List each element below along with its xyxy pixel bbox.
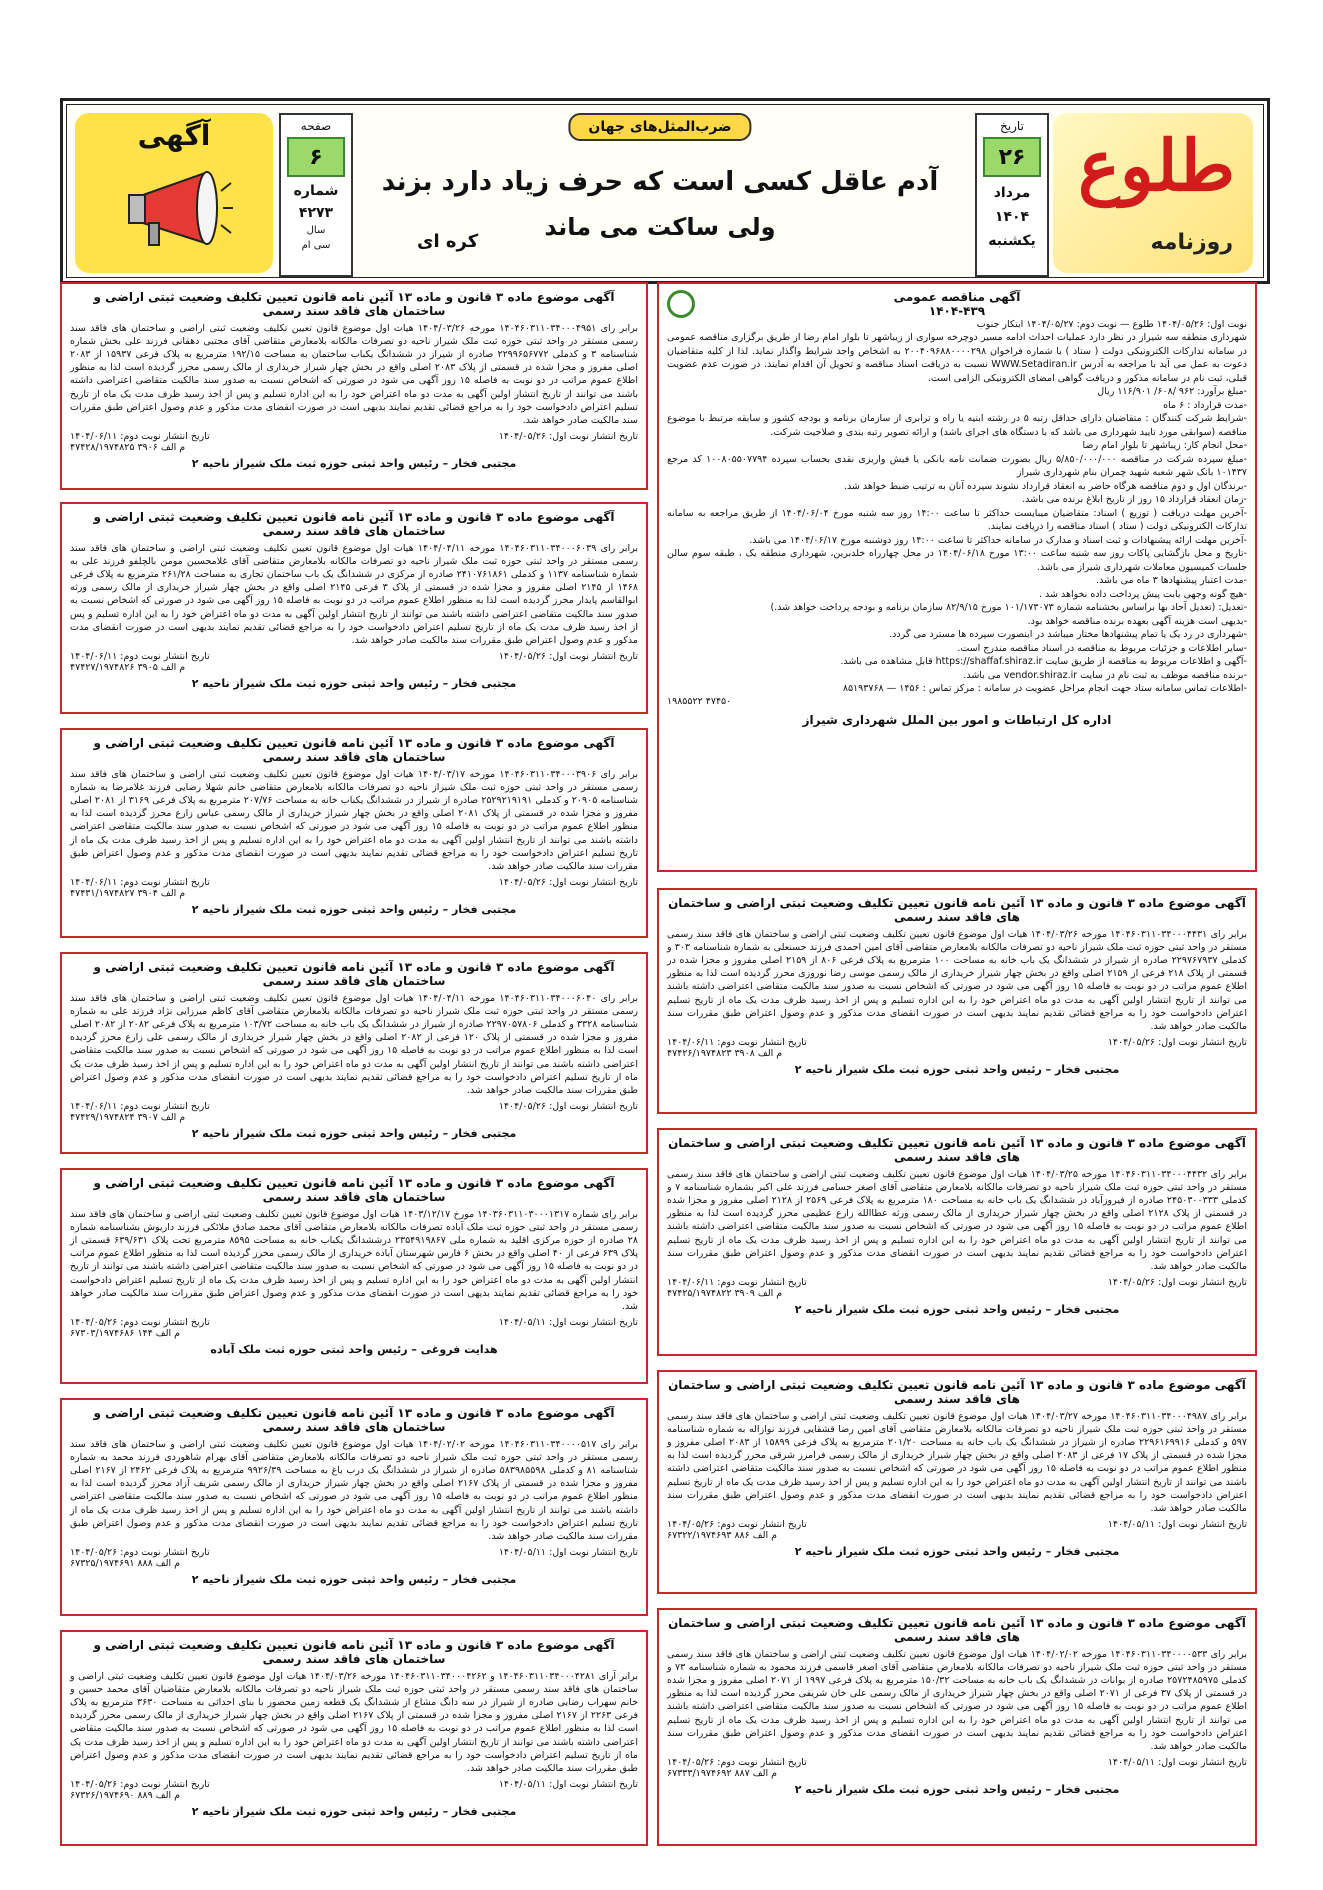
tender-line: شهرداری منطقه سه شیراز در نظر دارد عملیات احداث ادامه مسیر دوچرخه سواری از زیباشهر تا بلوار امام رضا از طریق برگزاری مناقصه عمومی در سامانه تدارکات الکترونیکی دولت ( ستاد ) با شماره فراخوان ۲۰۰۴۰۹۶۸۸۰۰۰۰۲۹۸ به اشخاص واجد شرایط واگذار نماید. لذا از کلیه متقاضیان دعوت به عمل می آید با مراجعه به آدرس WWW.Setadiran.ir نسبت به دریافت اسناد مناقصه و تحویل آن اقدام نمایند. در صورت عدم عضویت قبلی، ثبت نام در سامانه مذکور و دریافت گواهی امضای الکترونیکی الزامی است. bbox=[667, 332, 1248, 384]
notice-date-2: تاریخ انتشار نوبت دوم: ۱۴۰۴/۰۶/۱۱ bbox=[667, 1276, 807, 1288]
notice-body: برابر رای ۱۴۰۴۶۰۳۱۱۰۳۴۰۰۰۰۵۱۷ مورخه ۱۴۰۴/۰۲/۰۲ هیات اول موضوع قانون تعیین تکلیف وضعیت ثبتی اراضی و ساختمان های فاقد سند رسمی مستقر در واحد ثبتی حوزه ثبت ملک شیراز ناحیه دو تصرفات مالکانه بلامعارض متقاضی آقای بهرام شاهوردی فرزند محمد به شماره شناسنامه ۸۱ و کدملی ۵۸۳۹۸۵۵۹۸ صادره از شیراز در ششدانگ یک درب باغ به مساحت ۹۹۲۶/۳۹ مترمربع به پلاک فرعی ۲۴۶۲ از ۲۱۶۷ اصلی مفروز و مجزا شده در قسمتی از پلاک ۲۱۶۷ اصلی واقع در بخش چهار شیراز خریداری از مالک رسمی شریف آزاد محرز گردیده است لذا به منظور اطلاع عموم مراتب در دو نوبت به فاصله ۱۵ روز آگهی می شود در صورتی که اشخاص نسبت به صدور سند مالکیت متقاضی اعتراضی داشته باشند می توانند از تاریخ انتشار اولین آگهی به مدت دو ماه اعتراض خود را به این اداره تسلیم و پس از اخذ رسید ظرف مدت یک ماه از تاریخ تسلیم اعتراض دادخواست خود را به مراجع قضائی تقدیم نمایند بدیهی است در صورت انقضای مدت مذکور و عدم وصول اعتراض طبق مقررات سند مالکیت صادر خواهد شد. bbox=[70, 1439, 638, 1542]
ad-title: آگهی bbox=[137, 119, 211, 152]
notice-dates bbox=[667, 1277, 1247, 1288]
issue-box bbox=[279, 113, 353, 277]
newspaper-logo bbox=[1053, 113, 1253, 273]
land-notice bbox=[657, 888, 1257, 1114]
proverb-line-2: ولی ساکت می ماند bbox=[544, 213, 776, 241]
notice-date-2: تاریخ انتشار نوبت دوم: ۱۴۰۴/۰۶/۱۱ bbox=[70, 1100, 210, 1112]
tender-line: -آگهی و اطلاعات مربوط به مناقصه از طریق سایت https://shaffaf.shiraz.ir قابل مشاهده می باشد. bbox=[840, 656, 1247, 668]
tender-line: -آخرین مهلت ارائه پیشنهادات و ثبت اسناد و مدارک در سامانه حداکثر تا ساعت ۱۴:۰۰ روز دوشنبه مورخ ۱۴۰۴/۰۶/۱۷ می باشد. bbox=[749, 534, 1247, 546]
notice-title: آگهی موضوع ماده ۳ قانون و ماده ۱۳ آئین نامه قانون تعیین تکلیف وضعیت ثبتی اراضی و ساختمان های فاقد سند رسمی bbox=[93, 1638, 615, 1666]
notice-signature: مجتبی فخار – رئیس واحد ثبتی حوزه ثبت ملک شیراز ناحیه ۲ bbox=[794, 1782, 1120, 1796]
tender-line: -تاریخ و محل بازگشایی پاکات روز سه شنبه ساعت ۱۳:۰۰ مورخ ۱۴۰۴/۰۶/۱۸ در محل چهارراه خلدبرین، شهرداری منطقه یک ، طبقه سوم سالن جلسات کمیسیون معاملات شهرداری شیراز می باشد. bbox=[667, 548, 1247, 573]
notice-title: آگهی موضوع ماده ۳ قانون و ماده ۱۳ آئین نامه قانون تعیین تکلیف وضعیت ثبتی اراضی و ساختمان های فاقد سند رسمی bbox=[668, 896, 1246, 924]
tender-line: -محل انجام کار: زیباشهر تا بلوار امام رضا bbox=[1082, 440, 1247, 452]
land-notice bbox=[60, 952, 648, 1154]
tender-line: -برنده مناقصه موظف به ثبت نام در سایت vendor.shiraz.ir می باشد. bbox=[963, 669, 1247, 681]
notice-title: آگهی موضوع ماده ۳ قانون و ماده ۱۳ آئین نامه قانون تعیین تکلیف وضعیت ثبتی اراضی و ساختمان های فاقد سند رسمی bbox=[93, 960, 615, 988]
land-notice bbox=[60, 1168, 648, 1384]
notice-code: ۴۷۴۲۸/۱۹۷۴۸۲۵ ۳۹۰۶ م الف bbox=[70, 441, 186, 453]
notice-code: ۶۷۳۲۲/۱۹۷۴۶۹۳ ۸۸۶ م الف bbox=[667, 1529, 778, 1541]
notice-dates bbox=[70, 1547, 638, 1558]
tender-number: ۱۴۰۴-۴۳۹ bbox=[928, 304, 986, 318]
notice-signature: مجتبی فخار – رئیس واحد ثبتی حوزه ثبت ملک شیراز ناحیه ۲ bbox=[794, 1062, 1120, 1076]
notice-body: برابر رای شماره ۱۴۰۳۶۰۳۱۱۰۳۰۰۰۱۳۱۷ مورخ ۱۴۰۳/۱۲/۱۷ هیات اول موضوع قانون تعیین تکلیف وضعیت ثبتی اراضی و ساختمان های فاقد سند رسمی مستقر در واحد ثبتی حوزه ثبت ملک آباده تصرفات مالکانه بلامعارض متقاضی آقای محمد صادق ملائکی فرزند داریوش بشناسنامه شماره ۲۸ صادره از حوزه مرکزی اقلید به شماره ملی ۲۳۵۴۹۱۹۸۶۷ درششدانگ یکباب خانه به مساحت ۸۵۹۵ مترمربع تحت پلاک ۶۳۹/۶۳۱ قسمتی از پلاک ۶۳۹ فرعی از ۴۰ اصلی واقع در بخش ۶ فارس شهرستان آباده خریداری از مالک رسمی محرز گردیده است لذا به منظور اطلاع عموم مراتب در دو نوبت به فاصله ۱۵ روز آگهی می شود در صورتی که اشخاص نسبت به صدور سند مالکیت متقاضی اعتراضی داشته باشند می توانند از تاریخ انتشار اولین آگهی به مدت دو ماه اعتراض خود را به این اداره تسلیم و پس از اخذ رسید ظرف مدت یک ماه از تاریخ تسلیم اعتراض دادخواست خود را به مراجع قضائی تقدیم نمایند بدیهی است در صورت انقضای مدت مذکور و عدم وصول اعتراض طبق مقررات سند مالکیت صادر خواهد شد. bbox=[70, 1209, 638, 1312]
notice-date-1: تاریخ انتشار نوبت اول: ۱۴۰۴/۰۵/۲۶ bbox=[498, 430, 638, 442]
notice-date-1: تاریخ انتشار نوبت اول: ۱۴۰۴/۰۵/۱۱ bbox=[498, 1316, 638, 1328]
notice-dates bbox=[70, 877, 638, 888]
notice-date-1: تاریخ انتشار نوبت اول: ۱۴۰۴/۰۵/۲۶ bbox=[1107, 1276, 1247, 1288]
tender-line: -برندگان اول و دوم مناقصه هرگاه حاضر به انعقاد قرارداد نشوند سپرده آنان به ترتیب ضبط خواهد شد. bbox=[843, 480, 1247, 492]
municipality-emblem-icon bbox=[667, 290, 695, 318]
notice-title: آگهی موضوع ماده ۳ قانون و ماده ۱۳ آئین نامه قانون تعیین تکلیف وضعیت ثبتی اراضی و ساختمان های فاقد سند رسمی bbox=[93, 510, 615, 538]
notice-body: برابر رای ۱۴۰۴۶۰۳۱۱۰۳۴۰۰۰۶۰۴۰ مورخه ۱۴۰۴/۰۴/۱۱ هیات اول موضوع قانون تعیین تکلیف وضعیت ثبتی اراضی و ساختمان های فاقد سند رسمی مستقر در واحد ثبتی حوزه ثبت ملک شیراز ناحیه دو تصرفات مالکانه بلامعارض متقاضی آقای کاظم میرزایی نژاد فرزند علی به شماره شناسنامه ۳۳۲۸ و کدملی ۲۲۹۷۰۵۷۸۰۶ صادره از شیراز در ششدانگ یک باب خانه به مساحت ۱۰۳/۷۲ مترمربع به پلاک فرعی ۲۰۸۲ از ۲۰۸۲ اصلی مفروز و مجزا شده در قسمتی از پلاک ۱۲۰ فرعی از ۲۰۸۲ اصلی واقع در بخش چهار شیراز خریداری از مالک رسمی علی زارع محرز گردیده است لذا به منظور اطلاع عموم مراتب در دو نوبت به فاصله ۱۵ روز آگهی می شود در صورتی که اشخاص نسبت به صدور سند مالکیت متقاضی اعتراضی داشته باشند می توانند از تاریخ انتشار اولین آگهی به مدت دو ماه اعتراض خود را به این اداره تسلیم و پس از اخذ رسید ظرف مدت یک ماه از تاریخ تسلیم اعتراض دادخواست خود را به مراجع قضائی تقدیم نمایند بدیهی است در صورت انقضای مدت مذکور و عدم وصول اعتراض طبق مقررات سند مالکیت صادر خواهد شد. bbox=[70, 993, 638, 1096]
newspaper-name: طلوع bbox=[1078, 124, 1235, 207]
notice-date-2: تاریخ انتشار نوبت دوم: ۱۴۰۴/۰۵/۲۶ bbox=[667, 1518, 807, 1530]
tender-line: -سایر اطلاعات و جزئیات مربوط به مناقصه در اسناد مناقصه مندرج است. bbox=[957, 642, 1247, 654]
tender-body bbox=[667, 318, 1247, 696]
notice-code: ۶۷۳۳۳/۱۹۷۴۶۹۲ ۸۸۷ م الف bbox=[667, 1767, 778, 1779]
tender-line: -بدیهی است هزینه آگهی بعهده برنده مناقصه خواهد بود. bbox=[1027, 615, 1247, 627]
notice-date-1: تاریخ انتشار نوبت اول: ۱۴۰۴/۰۵/۲۶ bbox=[498, 876, 638, 888]
notice-title: آگهی موضوع ماده ۳ قانون و ماده ۱۳ آئین نامه قانون تعیین تکلیف وضعیت ثبتی اراضی و ساختمان های فاقد سند رسمی bbox=[93, 1406, 615, 1434]
notice-dates bbox=[70, 431, 638, 442]
notice-signature: مجتبی فخار – رئیس واحد ثبتی حوزه ثبت ملک شیراز ناحیه ۲ bbox=[191, 902, 517, 916]
notice-date-2: تاریخ انتشار نوبت دوم: ۱۴۰۴/۰۵/۲۶ bbox=[70, 1316, 210, 1328]
notice-body: برابر رای ۱۴۰۴۶۰۳۱۱۰۳۴۰۰۰۴۴۳۱ مورخه ۱۴۰۴/۰۳/۲۶ هیات اول موضوع قانون تعیین تکلیف وضعیت ثبتی اراضی و ساختمان های فاقد سند رسمی مستقر در واحد ثبتی حوزه ثبت ملک شیراز ناحیه دو تصرفات مالکانه بلامعارض متقاضی آقای امین احمدی فرزند حسنعلی به شماره شناسنامه ۳۰۳ و کدملی ۲۲۹۷۶۷۹۳۷ صادره از شیراز در ششدانگ یک باب خانه به مساحت ۱۰۰ مترمربع به پلاک فرعی ۸۰۶ از ۲۱۵۹ اصلی مفروز و مجزا شده در قسمتی از پلاک ۲۱۸ فرعی از ۲۱۵۹ اصلی واقع در بخش چهار شیراز خریداری از مالک رسمی موسی رضا نوروزی محرز گردیده است لذا به منظور اطلاع عموم مراتب در دو نوبت به فاصله ۱۵ روز آگهی می شود در صورتی که اشخاص نسبت به صدور سند مالکیت متقاضی اعتراضی داشته باشند می توانند از تاریخ انتشار اولین آگهی به مدت دو ماه اعتراض خود را به این اداره تسلیم و پس از اخذ رسید ظرف مدت یک ماه از تاریخ تسلیم اعتراض دادخواست خود را به مراجع قضائی تقدیم نمایند بدیهی است در صورت انقضای مدت مذکور و عدم وصول اعتراض طبق مقررات سند مالکیت صادر خواهد شد. bbox=[667, 929, 1247, 1032]
notice-dates bbox=[70, 1101, 638, 1112]
notice-signature: مجتبی فخار – رئیس واحد ثبتی حوزه ثبت ملک شیراز ناحیه ۲ bbox=[794, 1544, 1120, 1558]
tender-line: -آخرین مهلت دریافت ( توزیع ) اسناد: متقاضیان میبایست حداکثر تا ساعت ۱۴:۰۰ روز سه شنبه مورخ ۱۴۰۴/۰۶/۰۴ از طریق مراجعه به سامانه تدارکات الکترونیکی دولت ( ستاد ) اسناد مناقصه را دریافت نمایند. bbox=[667, 507, 1247, 533]
tender-line: -هیچ گونه وجهی بابت پیش پرداخت داده نخواهد شد . bbox=[1039, 588, 1247, 600]
year-label: سال bbox=[306, 225, 326, 236]
notice-date-2: تاریخ انتشار نوبت دوم: ۱۴۰۴/۰۶/۱۱ bbox=[70, 430, 210, 442]
date-label: تاریخ bbox=[1000, 119, 1024, 133]
notice-code: ۴۷۴۲۵/۱۹۷۴۸۲۲ ۳۹۰۹ م الف bbox=[667, 1287, 783, 1299]
notice-signature: هدایت فروغی – رئیس واحد ثبتی حوزه ثبت ملک آباده bbox=[210, 1342, 498, 1356]
notice-title: آگهی موضوع ماده ۳ قانون و ماده ۱۳ آئین نامه قانون تعیین تکلیف وضعیت ثبتی اراضی و ساختمان های فاقد سند رسمی bbox=[93, 290, 615, 318]
masthead bbox=[60, 98, 1270, 284]
tender-line: -شرایط شرکت کنندگان : متقاضیان دارای حداقل رتبه ۵ در رشته ابنیه یا راه و ترابری از سازمان برنامه و بودجه کشور و سابقه مرتبط با موضوع مناقصه (سوابقی مورد تایید شهرداری می باشد که با دستگاه های اجرای باشد) و ارائه تصویر رتبه بندی و صلاحیت شرکت. bbox=[667, 413, 1247, 438]
land-notice bbox=[60, 282, 648, 490]
notice-date-1: تاریخ انتشار نوبت اول: ۱۴۰۴/۰۵/۲۶ bbox=[1107, 1036, 1247, 1048]
tender-line: -مبلغ برآورد: ۹۶۲ /۶۰۸/ ۱۱۶/۹۰۱ ریال bbox=[1097, 386, 1247, 398]
notice-body: برابر رای ۱۴۰۴۶۰۳۱۱۰۳۴۰۰۰۴۹۵۱ مورخه ۱۴۰۴/۰۳/۲۶ هیات اول موضوع قانون تعیین تکلیف وضعیت ثبتی اراضی و ساختمان های فاقد سند رسمی مستقر در واحد ثبتی حوزه ثبت ملک شیراز ناحیه دو تصرفات مالکانه بلامعارض متقاضی آقای مجتبی دهقانی فرزند علی بخش شماره شناسنامه ۳ و کدملی ۲۲۹۹۶۵۶۷۷۲ صادره از شیراز در ششدانگ یکباب ساختمان به مساحت ۱۹۲/۱۵ مترمربع به پلاک فرعی ۱۵۹۳۷ از ۲۰۸۳ اصلی مفروز و مجزا شده در قسمتی از پلاک ۲۰۸۳ اصلی واقع در بخش چهار شیراز خریداری از مالک رسمی محرز گردیده است لذا به منظور اطلاع عموم مراتب در دو نوبت به فاصله ۱۵ روز آگهی می شود در صورتی که اشخاص نسبت به صدور سند مالکیت متقاضی اعتراضی داشته باشند می توانند از تاریخ انتشار اولین آگهی به مدت دو ماه اعتراض خود را به این اداره تسلیم و پس از اخذ رسید ظرف مدت یک ماه از تاریخ تسلیم اعتراض دادخواست خود را به مراجع قضائی تقدیم نمایند بدیهی است در صورت انقضای مدت مذکور و عدم وصول اعتراض طبق مقررات سند مالکیت صادر خواهد شد. bbox=[70, 323, 639, 426]
notice-dates bbox=[667, 1037, 1247, 1048]
notice-date-2: تاریخ انتشار نوبت دوم: ۱۴۰۴/۰۵/۲۶ bbox=[70, 1546, 210, 1558]
notice-date-2: تاریخ انتشار نوبت دوم: ۱۴۰۴/۰۶/۱۱ bbox=[70, 876, 210, 888]
newspaper-type: روزنامه bbox=[1150, 230, 1233, 255]
notice-body: برابر رای ۱۴۰۴۶۰۳۱۱۰۳۴۰۰۰۴۹۸۷ مورخه ۱۴۰۴/۰۳/۲۷ هیات اول موضوع قانون تعیین تکلیف وضعیت ثبتی اراضی و ساختمان های فاقد سند رسمی مستقر در واحد ثبتی حوزه ثبت ملک شیراز ناحیه دو تصرفات مالکانه بلامعارض متقاضی آقای امین رضا قشقایی فرزند نوازاله به شماره شناسنامه ۵۹۷ و کدملی ۲۲۹۶۱۶۹۹۱۶ صادره از شیراز در ششدانگ یک باب خانه به مساحت ۲۰۱/۲۰ مترمربع به پلاک فرعی ۱۵۸۹۹ از ۲۰۸۳ اصلی مفروز و مجزا شده در قسمتی از پلاک ۱۷ فرعی از ۲۰۸۳ اصلی واقع در بخش چهار شیراز خریداری از مالک رسمی فرامرز شرقی محرز گردیده است لذا به منظور اطلاع عموم مراتب در دو نوبت به فاصله ۱۵ روز آگهی می شود در صورتی که اشخاص نسبت به صدور سند مالکیت متقاضی اعتراضی داشته باشند می توانند از تاریخ انتشار اولین آگهی به مدت دو ماه اعتراض خود را به این اداره تسلیم و پس از اخذ رسید ظرف مدت یک ماه از تاریخ تسلیم اعتراض دادخواست خود را به مراجع قضائی تقدیم نمایند بدیهی است در صورت انقضای مدت مذکور و عدم وصول اعتراض طبق مقررات سند مالکیت صادر خواهد شد. bbox=[667, 1411, 1247, 1514]
proverb-source: کره ای bbox=[417, 231, 479, 252]
notice-dates bbox=[667, 1519, 1247, 1530]
notice-date-1: تاریخ انتشار نوبت اول: ۱۴۰۴/۰۵/۱۱ bbox=[498, 1546, 638, 1558]
notice-date-1: تاریخ انتشار نوبت اول: ۱۴۰۴/۰۵/۱۱ bbox=[1107, 1518, 1247, 1530]
notice-signature: مجتبی فخار – رئیس واحد ثبتی حوزه ثبت ملک شیراز ناحیه ۲ bbox=[191, 1572, 517, 1586]
notice-signature: مجتبی فخار – رئیس واحد ثبتی حوزه ثبت ملک شیراز ناحیه ۲ bbox=[794, 1302, 1120, 1316]
land-notice bbox=[657, 1370, 1257, 1594]
tender-signature: اداره کل ارتباطات و امور بین الملل شهرداری شیراز bbox=[802, 712, 1112, 727]
notice-date-1: تاریخ انتشار نوبت اول: ۱۴۰۴/۰۵/۱۱ bbox=[1107, 1756, 1247, 1768]
notice-code: ۶۷۳۲۶/۱۹۷۴۶۹۰ ۸۸۹ م الف bbox=[70, 1789, 181, 1801]
notice-date-1: تاریخ انتشار نوبت اول: ۱۴۰۴/۰۵/۱۱ bbox=[498, 1778, 638, 1790]
notice-code: ۴۷۴۲۶/۱۹۷۴۸۲۳ ۳۹۰۸ م الف bbox=[667, 1047, 783, 1059]
tender-title: آگهی مناقصه عمومی bbox=[893, 290, 1021, 304]
notice-date-2: تاریخ انتشار نوبت دوم: ۱۴۰۴/۰۶/۱۱ bbox=[667, 1036, 807, 1048]
issue-label: شماره bbox=[293, 183, 339, 199]
notice-body: برابر رای ۱۴۰۴۶۰۳۱۱۰۳۴۰۰۰۶۰۳۹ مورخه ۱۴۰۴/۰۴/۱۱ هیات اول موضوع قانون تعیین تکلیف وضعیت ثبتی اراضی و ساختمان های فاقد سند رسمی مستقر در واحد ثبتی حوزه ثبت ملک شیراز ناحیه دو تصرفات مالکانه بلامعارض متقاضی آقای غلامحسین مومن بالچلفو فرزند علی به شماره شناسنامه ۱۱۳۷ و کدملی ۲۴۱۰۷۶۱۸۶۱ صادره از مرکزی در ششدانگ یک باب ساختمان تجاری به مساحت ۲۶۱/۲۸ مترمربع به پلاک فرعی ۱۴۶۸ از ۲۱۴۵ اصلی مفروز و مجزا شده در قسمتی از پلاک ۳ فرعی ۲۱۴۵ اصلی واقع در بخش چهار شیراز خریداری از مالک رسمی ورثه ابوالقاسم پایدار محرز گردیده است لذا به منظور اطلاع عموم مراتب در دو نوبت به فاصله ۱۵ روز آگهی می شود در صورتی که اشخاص نسبت به صدور سند مالکیت متقاضی اعتراضی داشته باشند می توانند از تاریخ انتشار اولین آگهی به مدت دو ماه اعتراض خود را به این اداره تسلیم و پس از اخذ رسید ظرف مدت یک ماه از تاریخ تسلیم اعتراض دادخواست خود را به مراجع قضائی تقدیم نمایند بدیهی است در صورت انقضای مدت مذکور و عدم وصول اعتراض طبق مقررات سند مالکیت صادر خواهد شد. bbox=[70, 543, 639, 646]
megaphone-icon bbox=[115, 165, 235, 255]
notice-dates bbox=[70, 1779, 638, 1790]
tender-line: -مبلغ سپرده شرکت در مناقصه ۵/۸۵۰/۰۰۰/۰۰۰ ریال بصورت ضمانت نامه بانکی یا فیش واریزی نقدی بحساب سپرده ۱۰۰۸۰۵۵۰۷۷۹۴ کد مرجع ۱۰۱۴۳۷ بانک شهر شعبه شهید چمران بنام شهرداری شیراز bbox=[667, 453, 1247, 479]
proverb-panel bbox=[357, 113, 963, 273]
page-number: ۶ bbox=[287, 137, 345, 177]
notice-date-2: تاریخ انتشار نوبت دوم: ۱۴۰۴/۰۵/۲۶ bbox=[667, 1756, 807, 1768]
tender-line: -اطلاعات تماس سامانه ستاد جهت انجام مراحل عضویت در سامانه : مرکز تماس : ۱۴۵۶ — ۸۵۱۹۳۷۶۸ bbox=[842, 683, 1247, 695]
proverb-line-1: آدم عاقل کسی است که حرف زیاد دارد بزند bbox=[381, 167, 939, 197]
notice-dates bbox=[70, 1317, 638, 1328]
issue-number: ۴۲۷۳ bbox=[298, 205, 334, 221]
land-notice bbox=[657, 1608, 1257, 1846]
notice-code: ۶۷۳۰۳/۱۹۷۴۶۸۶ ۱۴۴ م الف bbox=[70, 1327, 181, 1339]
tender-line: نوبت اول: ۱۴۰۴/۰۵/۲۶ طلوع — نوبت دوم: ۱۴۰۴/۰۵/۲۷ ابتکار جنوب bbox=[976, 319, 1247, 330]
land-notice bbox=[60, 1630, 648, 1846]
notice-signature: مجتبی فخار – رئیس واحد ثبتی حوزه ثبت ملک شیراز ناحیه ۲ bbox=[191, 676, 517, 690]
notice-dates bbox=[667, 1757, 1247, 1768]
date-day: ۲۶ bbox=[983, 137, 1041, 177]
notice-date-1: تاریخ انتشار نوبت اول: ۱۴۰۴/۰۵/۲۶ bbox=[498, 1100, 638, 1112]
land-notice bbox=[657, 1128, 1257, 1356]
date-year: ۱۴۰۴ bbox=[994, 209, 1030, 225]
right-column bbox=[657, 282, 1257, 1872]
notice-code: ۴۷۴۳۱/۱۹۷۴۸۲۷ ۳۹۰۴ م الف bbox=[70, 887, 186, 899]
notice-body: برابر آرای ۱۴۰۴۶۰۳۱۱۰۳۴۰۰۰۴۲۸۱ و ۱۴۰۴۶۰۳۱۱۰۳۴۰۰۰۴۲۶۲ مورخه ۱۴۰۴/۰۳/۲۶ هیات اول موضوع قانون تعیین تکلیف وضعیت ثبتی اراضی و ساختمان های فاقد سند رسمی مستقر در واحد ثبتی حوزه ثبت ملک شیراز ناحیه دو تصرفات مالکانه بلامعارض متقاضیان آقای محمد حسین و خانم سهراب رضایی صادره از شیراز در سه دانگ مشاع از ششدانگ یک قطعه زمین محصور با بنای احداثی به مساحت ۳۶۳۰ مترمربع به پلاک فرعی ۲۲۶۳ از ۲۱۶۷ اصلی مفروز و مجزا شده در قسمتی از پلاک ۲۱۶۷ اصلی واقع در بخش چهار شیراز خریداری از مالک رسمی محرز گردیده است لذا به منظور اطلاع عموم مراتب در دو نوبت به فاصله ۱۵ روز آگهی می شود در صورتی که اشخاص نسبت به صدور سند مالکیت متقاضی اعتراضی داشته باشند می توانند از تاریخ انتشار اولین آگهی به مدت دو ماه اعتراض خود را به این اداره تسلیم و پس از اخذ رسید ظرف مدت یک ماه از تاریخ تسلیم اعتراض دادخواست خود را به مراجع قضائی تقدیم نمایند بدیهی است در صورت انقضای مدت مذکور و عدم وصول اعتراض طبق مقررات سند مالکیت صادر خواهد شد. bbox=[70, 1671, 639, 1774]
date-box bbox=[975, 113, 1049, 277]
land-notice bbox=[60, 1398, 648, 1616]
ad-banner bbox=[75, 113, 273, 273]
tender-line: -مدت قرارداد : ۶ ماه bbox=[1163, 399, 1247, 411]
masthead-frame bbox=[66, 104, 1264, 278]
left-column bbox=[60, 282, 648, 1872]
tender-line: -شهرداری در رد یک یا تمام پیشنهادها مختار میباشد در اینصورت سپرده ها مسترد می گردد. bbox=[889, 629, 1247, 641]
date-weekday: یکشنبه bbox=[988, 233, 1036, 249]
notice-signature: مجتبی فخار – رئیس واحد ثبتی حوزه ثبت ملک شیراز ناحیه ۲ bbox=[191, 1804, 517, 1818]
tender-header bbox=[667, 290, 1247, 318]
notice-title: آگهی موضوع ماده ۳ قانون و ماده ۱۳ آئین نامه قانون تعیین تکلیف وضعیت ثبتی اراضی و ساختمان های فاقد سند رسمی bbox=[668, 1378, 1246, 1406]
notice-code: ۴۷۴۲۷/۱۹۷۴۸۲۶ ۳۹۰۵ م الف bbox=[70, 661, 186, 673]
notice-date-1: تاریخ انتشار نوبت اول: ۱۴۰۴/۰۵/۲۶ bbox=[498, 650, 638, 662]
date-month: مرداد bbox=[993, 185, 1031, 201]
tender-line: -زمان انعقاد قرارداد ۱۵ روز از تاریخ ابلاغ برنده می باشد. bbox=[1022, 494, 1247, 506]
tender-codes: ۱۹۸۵۵۲۲ ۴۷۴۵۰ bbox=[667, 695, 732, 707]
notice-title: آگهی موضوع ماده ۳ قانون و ماده ۱۳ آئین نامه قانون تعیین تکلیف وضعیت ثبتی اراضی و ساختمان های فاقد سند رسمی bbox=[93, 1176, 615, 1204]
notice-code: ۴۷۴۲۹/۱۹۷۴۸۲۴ ۳۹۰۷ م الف bbox=[70, 1111, 186, 1123]
tender-line: -مدت اعتبار پیشنهادها ۳ ماه می باشد. bbox=[1096, 575, 1247, 587]
notice-date-2: تاریخ انتشار نوبت دوم: ۱۴۰۴/۰۶/۱۱ bbox=[70, 650, 210, 662]
notice-body: برابر رای ۱۴۰۴۶۰۳۱۱۰۳۴۰۰۰۳۹۰۶ مورخه ۱۴۰۴/۰۳/۱۷ هیات اول موضوع قانون تعیین تکلیف وضعیت ثبتی اراضی و ساختمان های فاقد سند رسمی مستقر در واحد ثبتی حوزه ثبت ملک شیراز ناحیه دو تصرفات مالکانه بلامعارض متقاضی خانم شهلا رضایی فرزند غلامرضا به شماره شناسنامه ۲۰۹۰۵ و کدملی ۲۵۲۹۲۱۹۱۹۱ صادره از شیراز در ششدانگ یکباب خانه به مساحت ۲۰۷/۷۶ مترمربع به پلاک فرعی ۳۱۶۹ از ۲۰۸۱ اصلی مفروز و مجزا شده در قسمتی از پلاک ۲۰۸۱ اصلی واقع در بخش چهار شیراز خریداری از مالک رسمی عباس زارع محرز گردیده است لذا به منظور اطلاع عموم مراتب در دو نوبت به فاصله ۱۵ روز آگهی می شود در صورتی که اشخاص نسبت به صدور سند مالکیت متقاضی اعتراضی داشته باشند می توانند از تاریخ انتشار اولین آگهی به مدت دو ماه اعتراض خود را به این اداره تسلیم و پس از اخذ رسید ظرف مدت یک ماه از تاریخ تسلیم اعتراض دادخواست خود را به مراجع قضائی تقدیم نمایند بدیهی است در صورت انقضای مدت مذکور و عدم وصول اعتراض طبق مقررات سند مالکیت صادر خواهد شد. bbox=[70, 769, 639, 872]
page-label: صفحه bbox=[300, 119, 332, 133]
notice-signature: مجتبی فخار – رئیس واحد ثبتی حوزه ثبت ملک شیراز ناحیه ۲ bbox=[191, 1126, 517, 1140]
proverb-badge: ضرب‌المثل‌های جهان bbox=[568, 113, 751, 141]
tender-notice bbox=[657, 282, 1257, 872]
tender-line: -تعدیل: (تعدیل آحاد بها براساس بخشنامه شماره ۱۰۱/۱۷۳۰۷۳ مورخ ۸۲/۹/۱۵ سازمان برنامه و بودجه پرداخت خواهد شد.) bbox=[770, 602, 1247, 614]
notice-title: آگهی موضوع ماده ۳ قانون و ماده ۱۳ آئین نامه قانون تعیین تکلیف وضعیت ثبتی اراضی و ساختمان های فاقد سند رسمی bbox=[668, 1616, 1246, 1644]
notice-title: آگهی موضوع ماده ۳ قانون و ماده ۱۳ آئین نامه قانون تعیین تکلیف وضعیت ثبتی اراضی و ساختمان های فاقد سند رسمی bbox=[668, 1136, 1246, 1164]
notice-body: برابر رای ۱۴۰۴۶۰۳۱۱۰۳۴۰۰۰۴۴۳۲ مورخه ۱۴۰۴/۰۳/۲۵ هیات اول موضوع قانون تعیین تکلیف وضعیت ثبتی اراضی و ساختمان های فاقد سند رسمی مستقر در واحد ثبتی حوزه ثبت ملک شیراز ناحیه دو تصرفات مالکانه بلامعارض متقاضی آقای اصغر حسامی فرزند علی اکبر بشماره شناسنامه ۷ و کدملی ۲۴۵۰۳۰۰۳۳۳ صادره از فیروزآباد در ششدانگ یک باب خانه به مساحت ۱۸۰ مترمربع به پلاک فرعی ۲۵۶۹ از ۲۱۲۸ اصلی مفروز و مجزا شده در قسمتی از پلاک ۲۱۲۸ اصلی واقع در بخش چهار شیراز خریداری از مالک رسمی ورثه عطاالله زارع عظیمی محرز گردیده است لذا به منظور اطلاع عموم مراتب در دو نوبت به فاصله ۱۵ روز آگهی می شود در صورتی که اشخاص نسبت به صدور سند مالکیت متقاضی اعتراضی داشته باشند می توانند از تاریخ انتشار اولین آگهی به مدت دو ماه اعتراض خود را به این اداره تسلیم و پس از اخذ رسید ظرف مدت یک ماه از تاریخ تسلیم اعتراض دادخواست خود را به مراجع قضائی تقدیم نمایند بدیهی است در صورت انقضای مدت مذکور و عدم وصول اعتراض طبق مقررات سند مالکیت صادر خواهد شد. bbox=[667, 1169, 1248, 1272]
notice-title: آگهی موضوع ماده ۳ قانون و ماده ۱۳ آئین نامه قانون تعیین تکلیف وضعیت ثبتی اراضی و ساختمان های فاقد سند رسمی bbox=[93, 736, 615, 764]
notice-signature: مجتبی فخار – رئیس واحد ثبتی حوزه ثبت ملک شیراز ناحیه ۲ bbox=[191, 456, 517, 470]
land-notice bbox=[60, 728, 648, 938]
notice-code: ۶۷۳۲۵/۱۹۷۴۶۹۱ ۸۸۸ م الف bbox=[70, 1557, 181, 1569]
land-notice bbox=[60, 502, 648, 714]
notice-dates bbox=[70, 651, 638, 662]
notice-date-2: تاریخ انتشار نوبت دوم: ۱۴۰۴/۰۵/۲۶ bbox=[70, 1778, 210, 1790]
year-value: سی ام bbox=[301, 240, 331, 251]
notice-body: برابر رای ۱۴۰۴۶۰۳۱۱۰۳۴۰۰۰۰۵۳۳ مورخه ۱۴۰۴/۰۲/۰۲ هیات اول موضوع قانون تعیین تکلیف وضعیت ثبتی اراضی و ساختمان های فاقد سند رسمی مستقر در واحد ثبتی حوزه ثبت ملک شیراز ناحیه دو تصرفات مالکانه بلامعارض متقاضی آقای اصغر قاسمی فرزند محمود به شماره شناسنامه ۷۳ و کدملی ۲۵۷۲۴۸۵۹۷۵ صادره از بوانات در ششدانگ یک باب خانه به مساحت ۱۵۰/۳۲ مترمربع به پلاک فرعی ۱۹۹۷ از ۲۰۷۱ اصلی مفروز و مجزا شده در قسمتی از پلاک ۳۷ فرعی از ۲۰۷۱ اصلی واقع در بخش چهار شیراز خریداری از مالک رسمی علی خان شریفی محرز گردیده است لذا به منظور اطلاع عموم مراتب در دو نوبت به فاصله ۱۵ روز آگهی می شود در صورتی که اشخاص نسبت به صدور سند مالکیت متقاضی اعتراضی داشته باشند می توانند از تاریخ انتشار اولین آگهی به مدت دو ماه اعتراض خود را به این اداره تسلیم و پس از اخذ رسید ظرف مدت یک ماه از تاریخ تسلیم اعتراض دادخواست خود را به مراجع قضائی تقدیم نمایند بدیهی است در صورت انقضای مدت مذکور و عدم وصول اعتراض طبق مقررات سند مالکیت صادر خواهد شد. bbox=[667, 1649, 1248, 1752]
